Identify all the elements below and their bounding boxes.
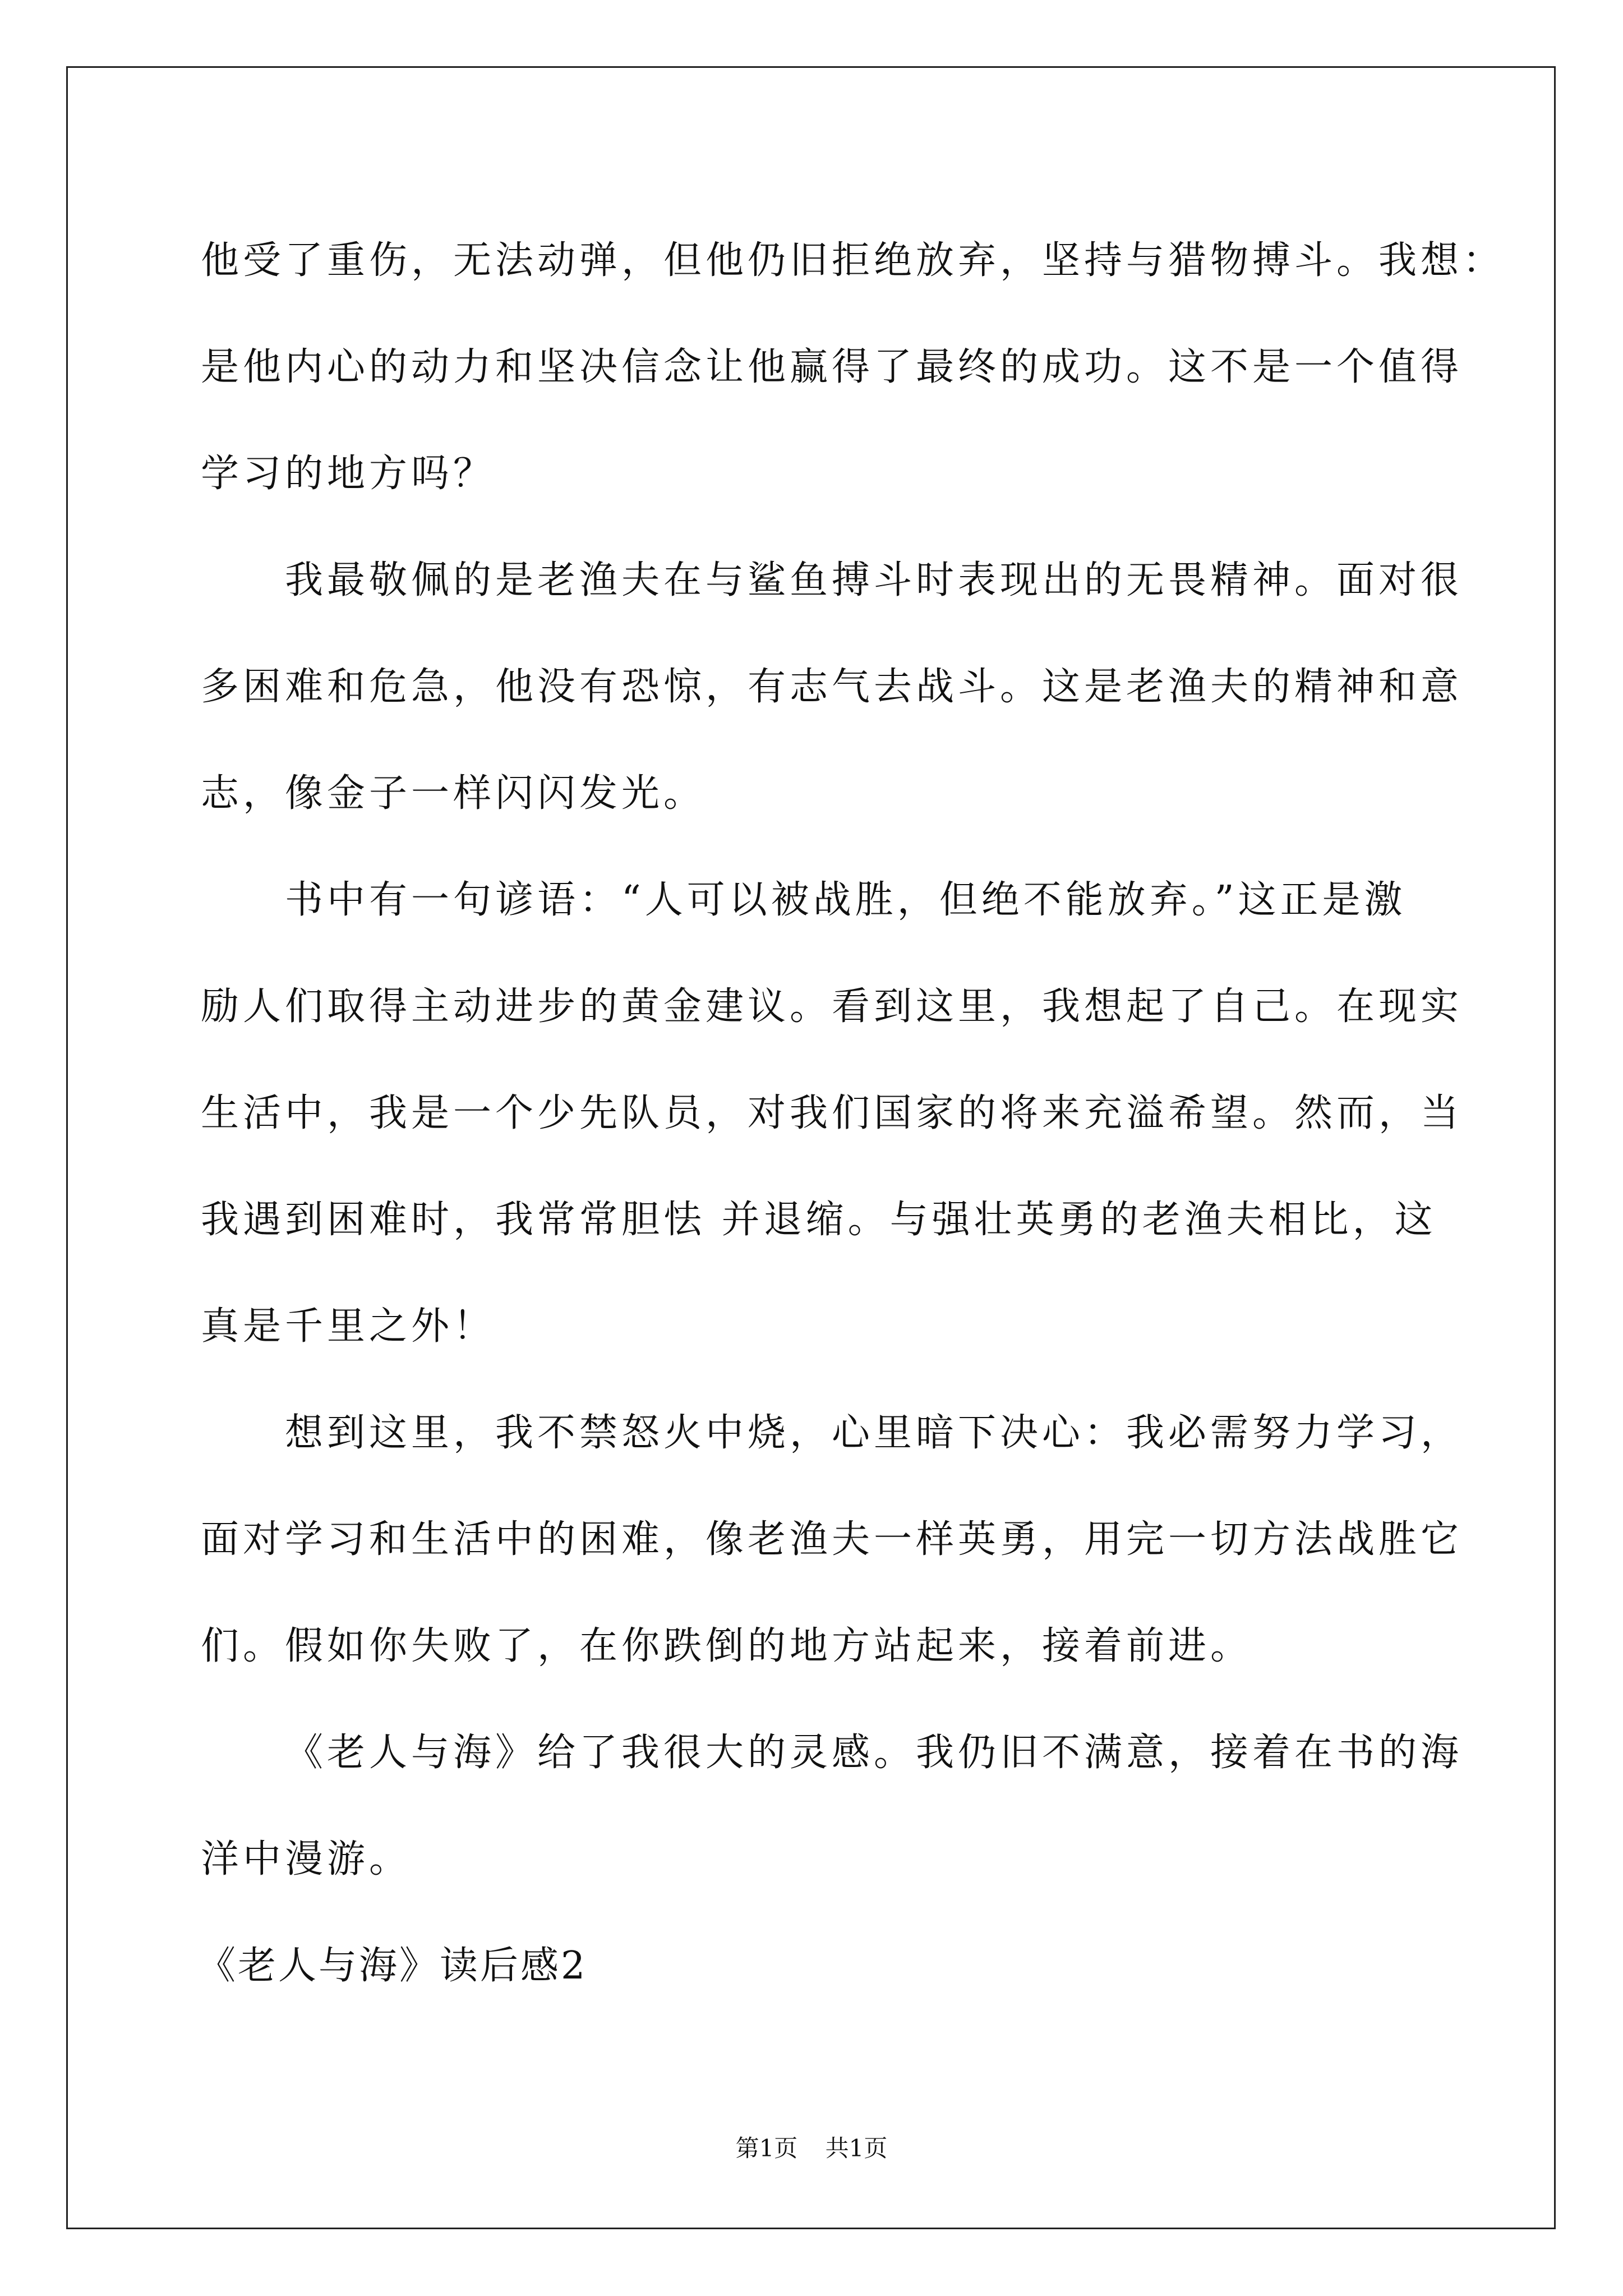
paragraph-line: 我遇到困难时，我常常胆怯 并退缩。与强壮英勇的老渔夫相比，这: [201, 1198, 1437, 1242]
paragraph-line: 《老人与海》给了我很大的灵感。我仍旧不满意，接着在书的海: [285, 1731, 1463, 1775]
paragraph-line: 真是千里之外！: [201, 1304, 496, 1349]
paragraph-line: 他受了重伤，无法动弹，但他仍旧拒绝放弃，坚持与猎物搏斗。我想：: [201, 238, 1505, 283]
paragraph-5: [201, 1700, 1463, 1913]
paragraph-line: 生活中，我是一个少先队员，对我们国家的将来充溢希望。然而，当: [201, 1091, 1463, 1135]
paragraph-line: 多困难和危急，他没有恐惊，有志气去战斗。这是老渔夫的精神和意: [201, 665, 1463, 709]
paragraph-line: 书中有一句谚语：“人可以被战胜，但绝不能放弃。”这正是激: [285, 878, 1407, 922]
document-body: [197, 208, 1505, 2019]
section-heading: 《老人与海》读后感2: [197, 1944, 588, 1988]
paragraph-line: 面对学习和生活中的困难，像老渔夫一样英勇，用完一切方法战胜它: [201, 1517, 1463, 1562]
paragraph-line: 励人们取得主动进步的黄金建议。看到这里，我想起了自己。在现实: [201, 984, 1463, 1029]
paragraph-line: 我最敬佩的是老渔夫在与鲨鱼搏斗时表现出的无畏精神。面对很: [285, 558, 1463, 602]
page-number-total: 共1页: [825, 2134, 888, 2162]
paragraph-4: [201, 1380, 1463, 1700]
paragraph-line: 学习的地方吗？: [201, 452, 496, 496]
paragraph-2: [201, 527, 1463, 847]
paragraph-3: [201, 847, 1463, 1380]
paragraph-line: 想到这里，我不禁怒火中烧，心里暗下决心：我必需努力学习，: [285, 1411, 1463, 1455]
paragraph-line: 是他内心的动力和坚决信念让他赢得了最终的成功。这不是一个值得: [201, 345, 1463, 389]
page-number-current: 第1页: [735, 2134, 798, 2162]
page-footer: [0, 2132, 1623, 2165]
paragraph-line: 们。假如你失败了，在你跌倒的地方站起来，接着前进。: [201, 1624, 1253, 1668]
paragraph-line: 志，像金子一样闪闪发光。: [201, 771, 706, 816]
paragraph-line: 洋中漫游。: [201, 1837, 412, 1881]
paragraph-1: [201, 208, 1505, 527]
